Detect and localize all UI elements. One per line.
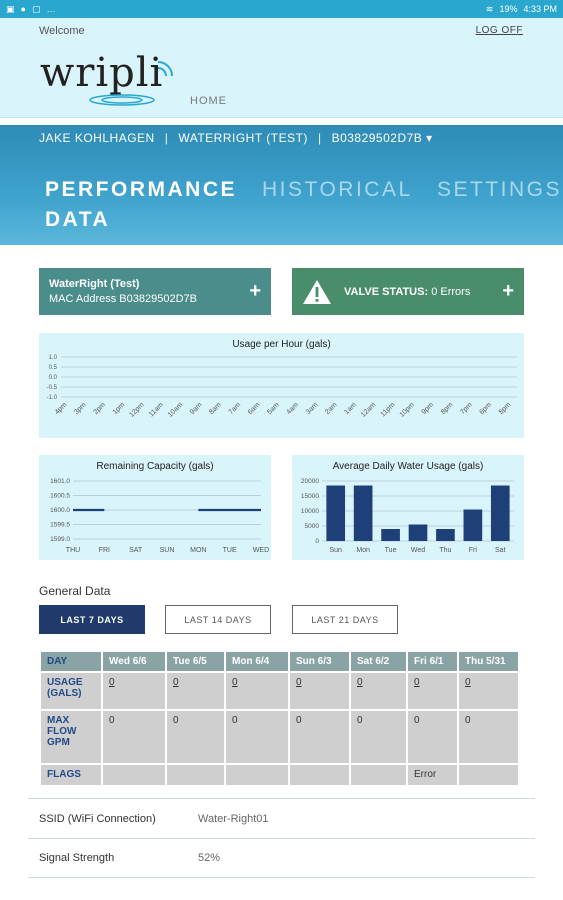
y-tick-label: 1600.5 <box>50 492 70 500</box>
y-tick-label: 0.0 <box>48 375 57 381</box>
x-tick-label: THU <box>65 547 81 554</box>
usage-per-hour-chart <box>39 333 524 438</box>
bar <box>354 486 373 542</box>
table-row <box>41 711 518 763</box>
device-title: WaterRight (Test) <box>49 277 140 290</box>
x-tick-label: 3am <box>304 401 320 417</box>
x-tick-label: 2am <box>324 401 339 417</box>
logo-signal-icon <box>40 50 180 112</box>
info-key: Signal Strength <box>39 852 115 864</box>
table-cell <box>167 765 224 785</box>
chart-title: Remaining Capacity (gals) <box>96 461 214 472</box>
x-tick-label: 7am <box>227 401 243 417</box>
bar <box>436 529 455 541</box>
table-cell: 0 <box>408 711 457 763</box>
y-tick-label: 1.0 <box>48 355 57 361</box>
y-tick-label: -1.0 <box>46 395 57 401</box>
x-tick-label: 4am <box>285 401 301 417</box>
x-tick-label: 8pm <box>439 401 455 417</box>
x-tick-label: 12pm <box>128 401 146 419</box>
column-header: Mon 6/4 <box>226 652 288 671</box>
valve-expand-button[interactable]: + <box>502 280 514 302</box>
x-tick-label: Sun <box>329 547 342 554</box>
table-cell: 0 <box>459 711 518 763</box>
device-id: B03829502D7B <box>331 131 423 145</box>
info-key: SSID (WiFi Connection) <box>39 812 156 825</box>
usage-per-hour-plot <box>39 333 524 438</box>
table-cell: 0 <box>226 711 288 763</box>
y-tick-label: 1599.0 <box>50 536 70 543</box>
x-tick-label: SUN <box>159 547 175 554</box>
x-tick-label: WED <box>252 547 270 554</box>
caret-down-icon: ▾ <box>426 131 433 145</box>
wripli-logo[interactable] <box>40 50 180 110</box>
x-tick-label: 11am <box>147 401 165 419</box>
device-select[interactable] <box>332 131 433 145</box>
device-expand-button[interactable]: + <box>249 280 261 302</box>
y-tick-label: 15000 <box>300 493 319 500</box>
banner <box>0 125 563 245</box>
x-tick-label: Sat <box>495 547 506 554</box>
battery-level: 19% <box>499 4 518 14</box>
table-cell <box>103 765 165 785</box>
x-tick-label: 10pm <box>398 401 416 419</box>
separator: | <box>164 131 169 145</box>
table-cell <box>351 765 406 785</box>
x-tick-label: 11pm <box>379 401 397 419</box>
info-row-ssid <box>28 798 535 838</box>
y-tick-label: 0.5 <box>48 365 57 371</box>
table-cell <box>459 765 518 785</box>
table-cell: 0 <box>290 711 349 763</box>
status-bar <box>0 0 563 18</box>
remaining-capacity-chart <box>39 455 271 560</box>
column-header: Fri 6/1 <box>408 652 457 671</box>
bar <box>491 486 510 542</box>
table-cell[interactable]: 0 <box>351 673 406 709</box>
info-row-signal <box>28 838 535 878</box>
welcome-text: Welcome <box>39 25 85 37</box>
x-tick-label: Mon <box>356 547 370 554</box>
range-last-7-days-button[interactable]: LAST 7 DAYS <box>39 605 145 634</box>
nav-home[interactable]: HOME <box>190 95 227 107</box>
separator: | <box>317 131 322 145</box>
more-icon: … <box>46 4 56 14</box>
row-label: FLAGS <box>41 765 101 785</box>
valve-status-value: 0 Errors <box>431 285 471 298</box>
info-value: Water-Right01 <box>198 812 269 825</box>
x-tick-label: 5am <box>266 401 281 417</box>
remaining-capacity-plot <box>39 455 271 560</box>
x-tick-label: TUE <box>222 547 237 554</box>
general-data-heading: General Data <box>39 584 111 598</box>
row-label: MAX FLOW GPM <box>41 711 101 763</box>
chart-title: Usage per Hour (gals) <box>232 339 331 350</box>
x-tick-label: 1pm <box>111 401 127 417</box>
x-tick-label: Fri <box>468 547 477 554</box>
y-tick-label: 1599.5 <box>50 521 70 529</box>
bar <box>326 486 345 542</box>
table-cell: Error <box>408 765 457 785</box>
y-tick-label: 10000 <box>300 508 319 515</box>
wifi-icon: ≋ <box>485 3 494 14</box>
table-cell: 0 <box>103 711 165 763</box>
column-header: Thu 5/31 <box>459 652 518 671</box>
bar <box>381 529 400 541</box>
valve-status-label: VALVE STATUS: <box>344 285 429 298</box>
x-tick-label: FRI <box>98 547 110 554</box>
range-last-14-days-button[interactable]: LAST 14 DAYS <box>165 605 271 634</box>
device-card[interactable] <box>39 268 271 315</box>
table-cell[interactable]: 0 <box>103 673 165 709</box>
info-value: 52% <box>198 852 221 864</box>
logo-text: wripli <box>40 50 164 96</box>
table-row <box>41 673 518 709</box>
device-mac: MAC Address B03829502D7B <box>49 292 197 305</box>
x-tick-label: 10am <box>166 401 185 419</box>
logoff-link[interactable]: LOG OFF <box>475 25 523 36</box>
table-cell <box>290 765 349 785</box>
x-tick-label: 8am <box>208 401 223 417</box>
x-tick-label: SAT <box>129 547 143 554</box>
y-tick-label: 5000 <box>304 523 319 530</box>
table-cell[interactable]: 0 <box>408 673 457 709</box>
app-header <box>0 18 563 118</box>
x-tick-label: 6am <box>246 401 262 417</box>
range-last-21-days-button[interactable]: LAST 21 DAYS <box>292 605 398 634</box>
picture-icon: ▣ <box>6 3 15 14</box>
x-tick-label: MON <box>190 547 207 554</box>
x-tick-label: 3pm <box>73 401 88 417</box>
column-header: DAY <box>41 652 101 671</box>
x-tick-label: 9pm <box>420 401 436 417</box>
warning-icon <box>302 279 332 305</box>
table-header-row <box>41 652 518 671</box>
x-tick-label: 7pm <box>459 401 474 417</box>
row-label: USAGE (GALS) <box>41 673 101 709</box>
column-header: Wed 6/6 <box>103 652 165 671</box>
column-header: Tue 6/5 <box>167 652 224 671</box>
table-cell[interactable]: 0 <box>290 673 349 709</box>
user-name: JAKE KOHLHAGEN <box>39 131 155 145</box>
valve-status-card[interactable] <box>292 268 524 315</box>
x-tick-label: 5pm <box>497 401 513 417</box>
tab-settings[interactable]: SETTINGS <box>437 178 563 201</box>
x-tick-label: 2pm <box>92 401 108 417</box>
user-bar <box>39 131 433 145</box>
average-daily-usage-chart <box>292 455 524 560</box>
x-tick-label: Thu <box>439 547 452 554</box>
y-tick-label: 0 <box>315 538 319 545</box>
column-header: Sun 6/3 <box>290 652 349 671</box>
table-cell[interactable]: 0 <box>167 673 224 709</box>
table-row <box>41 765 518 785</box>
table-cell[interactable]: 0 <box>459 673 518 709</box>
x-tick-label: 4pm <box>53 401 69 417</box>
y-tick-label: 1600.0 <box>50 507 70 514</box>
table-cell: 0 <box>351 711 406 763</box>
chart-title: Average Daily Water Usage (gals) <box>332 461 484 472</box>
table-cell[interactable]: 0 <box>226 673 288 709</box>
average-daily-usage-plot <box>292 455 524 560</box>
y-tick-label: 1601.0 <box>50 478 70 485</box>
clock: 4:33 PM <box>523 4 557 14</box>
y-tick-label: 20000 <box>300 478 319 485</box>
table-cell <box>226 765 288 785</box>
x-tick-label: 9am <box>188 401 204 417</box>
table-cell: 0 <box>167 711 224 763</box>
notification-icon: ▢ <box>31 3 41 14</box>
x-tick-label: 6pm <box>478 401 494 417</box>
bar <box>464 510 483 542</box>
general-data-table <box>39 650 520 787</box>
x-tick-label: 12am <box>359 401 378 419</box>
location-icon: ● <box>20 4 26 14</box>
x-tick-label: 1am <box>343 401 358 417</box>
tab-performance-data[interactable]: PERFORMANCE DATA <box>45 178 238 231</box>
system-name: WATERRIGHT (TEST) <box>178 131 308 145</box>
column-header: Sat 6/2 <box>351 652 406 671</box>
x-tick-label: Wed <box>410 547 426 554</box>
bar <box>409 525 428 542</box>
tab-historical[interactable]: HISTORICAL <box>262 178 413 201</box>
x-tick-label: Tue <box>384 547 397 554</box>
y-tick-label: -0.5 <box>46 385 57 391</box>
